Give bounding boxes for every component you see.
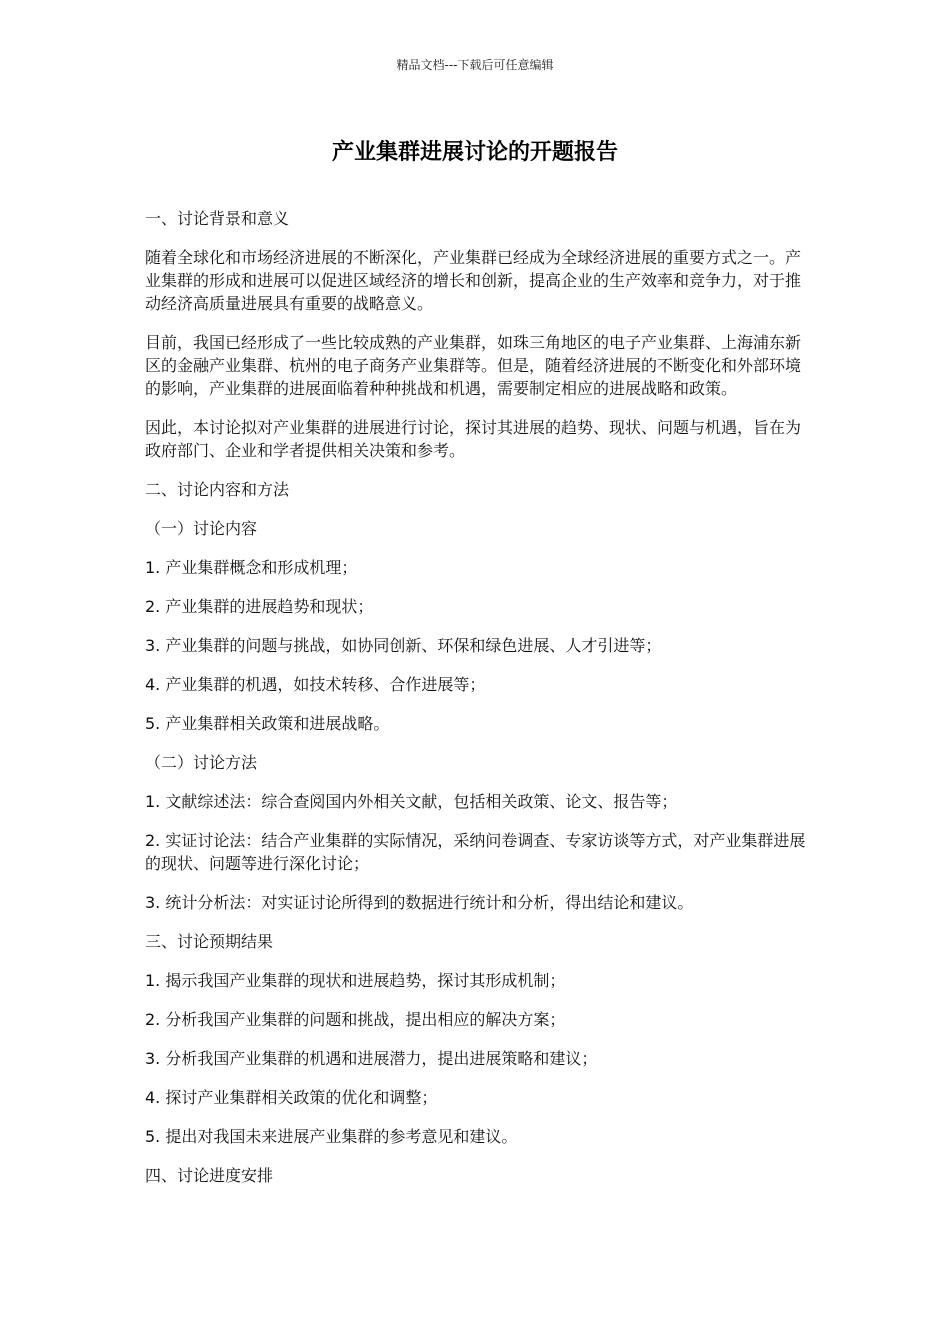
list-item: 5. 提出对我国未来进展产业集群的参考意见和建议。 — [145, 1127, 518, 1146]
list-item: 4. 探讨产业集群相关政策的优化和调整； — [145, 1088, 438, 1107]
list-item: 2. 分析我国产业集群的问题和挑战，提出相应的解决方案； — [145, 1010, 566, 1029]
list-item: 3. 分析我国产业集群的机遇和进展潜力，提出进展策略和建议； — [145, 1049, 598, 1068]
document-body — [145, 207, 807, 1203]
list-item: 3. 统计分析法：对实证讨论所得到的数据进行统计和分析，得出结论和建议。 — [145, 893, 694, 912]
body-paragraph: 随着全球化和市场经济进展的不断深化，产业集群已经成为全球经济进展的重要方式之一。产业集群的形成和进展可以促进区域经济的增长和创新，提高企业的生产效率和竞争力，对于推动经济高质量进展具有重要的战略意义。 — [145, 248, 802, 313]
list-item: 1. 产业集群概念和形成机理； — [145, 558, 358, 577]
list-item: 2. 产业集群的进展趋势和现状； — [145, 597, 374, 616]
list-item: 1. 揭示我国产业集群的现状和进展趋势，探讨其形成机制； — [145, 971, 566, 990]
section-heading-schedule: 四、讨论进度安排 — [145, 1166, 274, 1185]
list-item: 3. 产业集群的问题与挑战，如协同创新、环保和绿色进展、人才引进等； — [145, 636, 662, 655]
section-heading-expected-results: 三、讨论预期结果 — [145, 932, 274, 951]
page-header: 精品文档---下载后可任意编辑 — [396, 58, 554, 72]
list-item: 1. 文献综述法：综合查阅国内外相关文献，包括相关政策、论文、报告等； — [145, 792, 678, 811]
section-heading-background: 一、讨论背景和意义 — [145, 209, 290, 228]
body-paragraph: 目前，我国已经形成了一些比较成熟的产业集群，如珠三角地区的电子产业集群、上海浦东新区的金融产业集群、杭州的电子商务产业集群等。但是，随着经济进展的不断变化和外部环境的影响，产业集群的进展面临着种种挑战和机遇，需要制定相应的进展战略和政策。 — [145, 333, 802, 398]
list-item: 5. 产业集群相关政策和进展战略。 — [145, 714, 390, 733]
document-title: 产业集群进展讨论的开题报告 — [331, 140, 618, 165]
body-paragraph: 因此，本讨论拟对产业集群的进展进行讨论，探讨其进展的趋势、现状、问题与机遇，旨在为政府部门、企业和学者提供相关决策和参考。 — [145, 418, 802, 460]
subsection-heading-method: （二）讨论方法 — [145, 753, 258, 772]
section-heading-content-method: 二、讨论内容和方法 — [145, 480, 290, 499]
list-item: 4. 产业集群的机遇，如技术转移、合作进展等； — [145, 675, 486, 694]
list-item: 2. 实证讨论法：结合产业集群的实际情况，采纳问卷调查、专家访谈等方式，对产业集群进展的现状、问题等进行深化讨论； — [145, 831, 806, 873]
subsection-heading-content: （一）讨论内容 — [145, 519, 258, 538]
